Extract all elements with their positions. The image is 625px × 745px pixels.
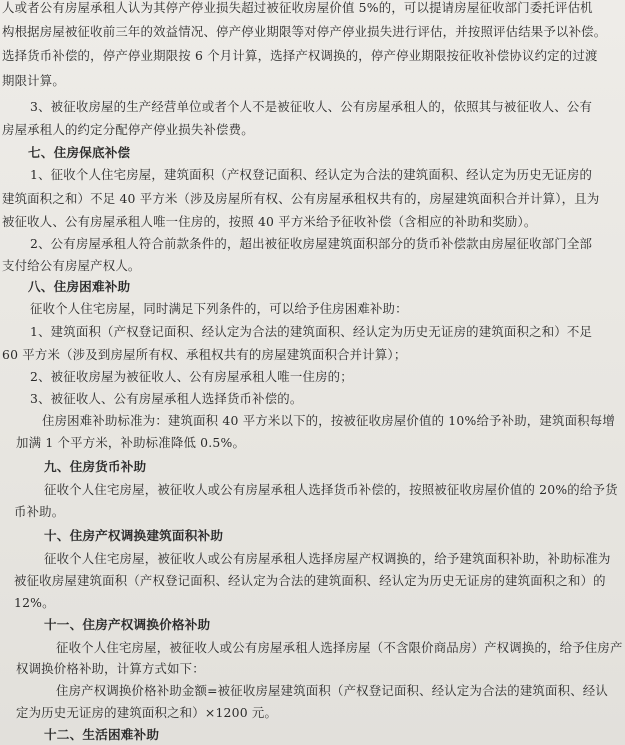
text-line: 建筑面积之和）不足 40 平方米（涉及房屋所有权、公有房屋承租权共有的，房屋建筑面积合并计算），且为 bbox=[2, 190, 600, 206]
text-line: 支付给公有房屋产权人。 bbox=[2, 258, 141, 273]
text-line: 2、公有房屋承租人符合前款条件的，超出被征收房屋建筑面积部分的货币补偿款由房屋征收部门全部 bbox=[30, 235, 593, 251]
text-line: 征收个人住宅房屋，被征收人或公有房屋承租人选择房屋（不含限价商品房）产权调换的，给予住房产 bbox=[56, 639, 623, 655]
text-line: 征收个人住宅房屋，被征收人或公有房屋承租人选择货币补偿的，按照被征收房屋价值的 20%的给予货 bbox=[44, 481, 618, 497]
section-heading: 九、住房货币补助 bbox=[44, 458, 147, 474]
section-heading: 七、住房保底补偿 bbox=[28, 144, 131, 160]
text-line: 住房产权调换价格补助金额=被征收房屋建筑面积（产权登记面积、经认定为合法的建筑面积、经认 bbox=[56, 682, 608, 698]
text-line: 期限计算。 bbox=[2, 72, 65, 88]
section-heading: 十一、住房产权调换价格补助 bbox=[44, 617, 211, 633]
text-line: 定为历史无证房的建筑面积之和）×1200 元。 bbox=[16, 704, 278, 720]
text-line: 12%。 bbox=[14, 595, 55, 611]
text-line: 征收个人住宅房屋，被征收人或公有房屋承租人选择房屋产权调换的，给予建筑面积补助，补助标准为 bbox=[44, 551, 611, 566]
section-heading: 八、住房困难补助 bbox=[28, 279, 131, 295]
text-line: 房屋承租人的约定分配停产停业损失补偿费。 bbox=[2, 121, 254, 137]
text-line: 币补助。 bbox=[14, 504, 65, 519]
text-line: 权调换价格补助，计算方式如下： bbox=[16, 660, 205, 676]
text-line: 3、被征收房屋的生产经营单位或者个人不是被征收人、公有房屋承租人的，依照其与被征收人、公有 bbox=[30, 98, 593, 114]
section-heading: 十二、生活困难补助 bbox=[44, 727, 160, 742]
text-line: 60 平方米（涉及到房屋所有权、承租权共有的房屋建筑面积合并计算）； bbox=[2, 346, 407, 362]
text-line: 2、被征收房屋为被征收人、公有房屋承租人唯一住房的； bbox=[30, 368, 353, 384]
text-line: 1、征收个人住宅房屋，建筑面积（产权登记面积、经认定为合法的建筑面积、经认定为历史无证房的 bbox=[30, 166, 593, 182]
text-line: 被征收房屋建筑面积（产权登记面积、经认定为合法的建筑面积、经认定为历史无证房的建筑面积之和）的 bbox=[14, 573, 606, 589]
text-line: 选择货币补偿的，停产停业期限按 6 个月计算，选择产权调换的，停产停业期限按征收补偿协议约定的过渡 bbox=[2, 47, 598, 63]
text-line: 人或者公有房屋承租人认为其停产停业损失超过被征收房屋价值 5%的，可以提请房屋征收部门委托评估机 bbox=[2, 0, 593, 15]
text-line: 住房困难补助标准为：建筑面积 40 平方米以下的，按被征收房屋价值的 10%给予补助，建筑面积每增 bbox=[42, 412, 615, 428]
section-heading: 十、住房产权调换建筑面积补助 bbox=[44, 528, 224, 543]
text-line: 征收个人住宅房屋，同时满足下列条件的，可以给予住房困难补助： bbox=[30, 301, 408, 317]
text-line: 被征收人、公有房屋承租人唯一住房的，按照 40 平方米给予征收补偿（含相应的补助和奖励）。 bbox=[2, 213, 537, 229]
text-line: 构根据房屋被征收前三年的效益情况、停产停业期限等对停产停业损失进行评估，并按照评估结果予以补偿。 bbox=[2, 24, 607, 39]
text-line: 1、建筑面积（产权登记面积、经认定为合法的建筑面积、经认定为历史无证房的建筑面积之和）不足 bbox=[30, 324, 593, 340]
text-line: 3、被征收人、公有房屋承租人选择货币补偿的。 bbox=[30, 390, 303, 406]
text-line: 加满 1 个平方米，补助标准降低 0.5%。 bbox=[16, 434, 246, 450]
